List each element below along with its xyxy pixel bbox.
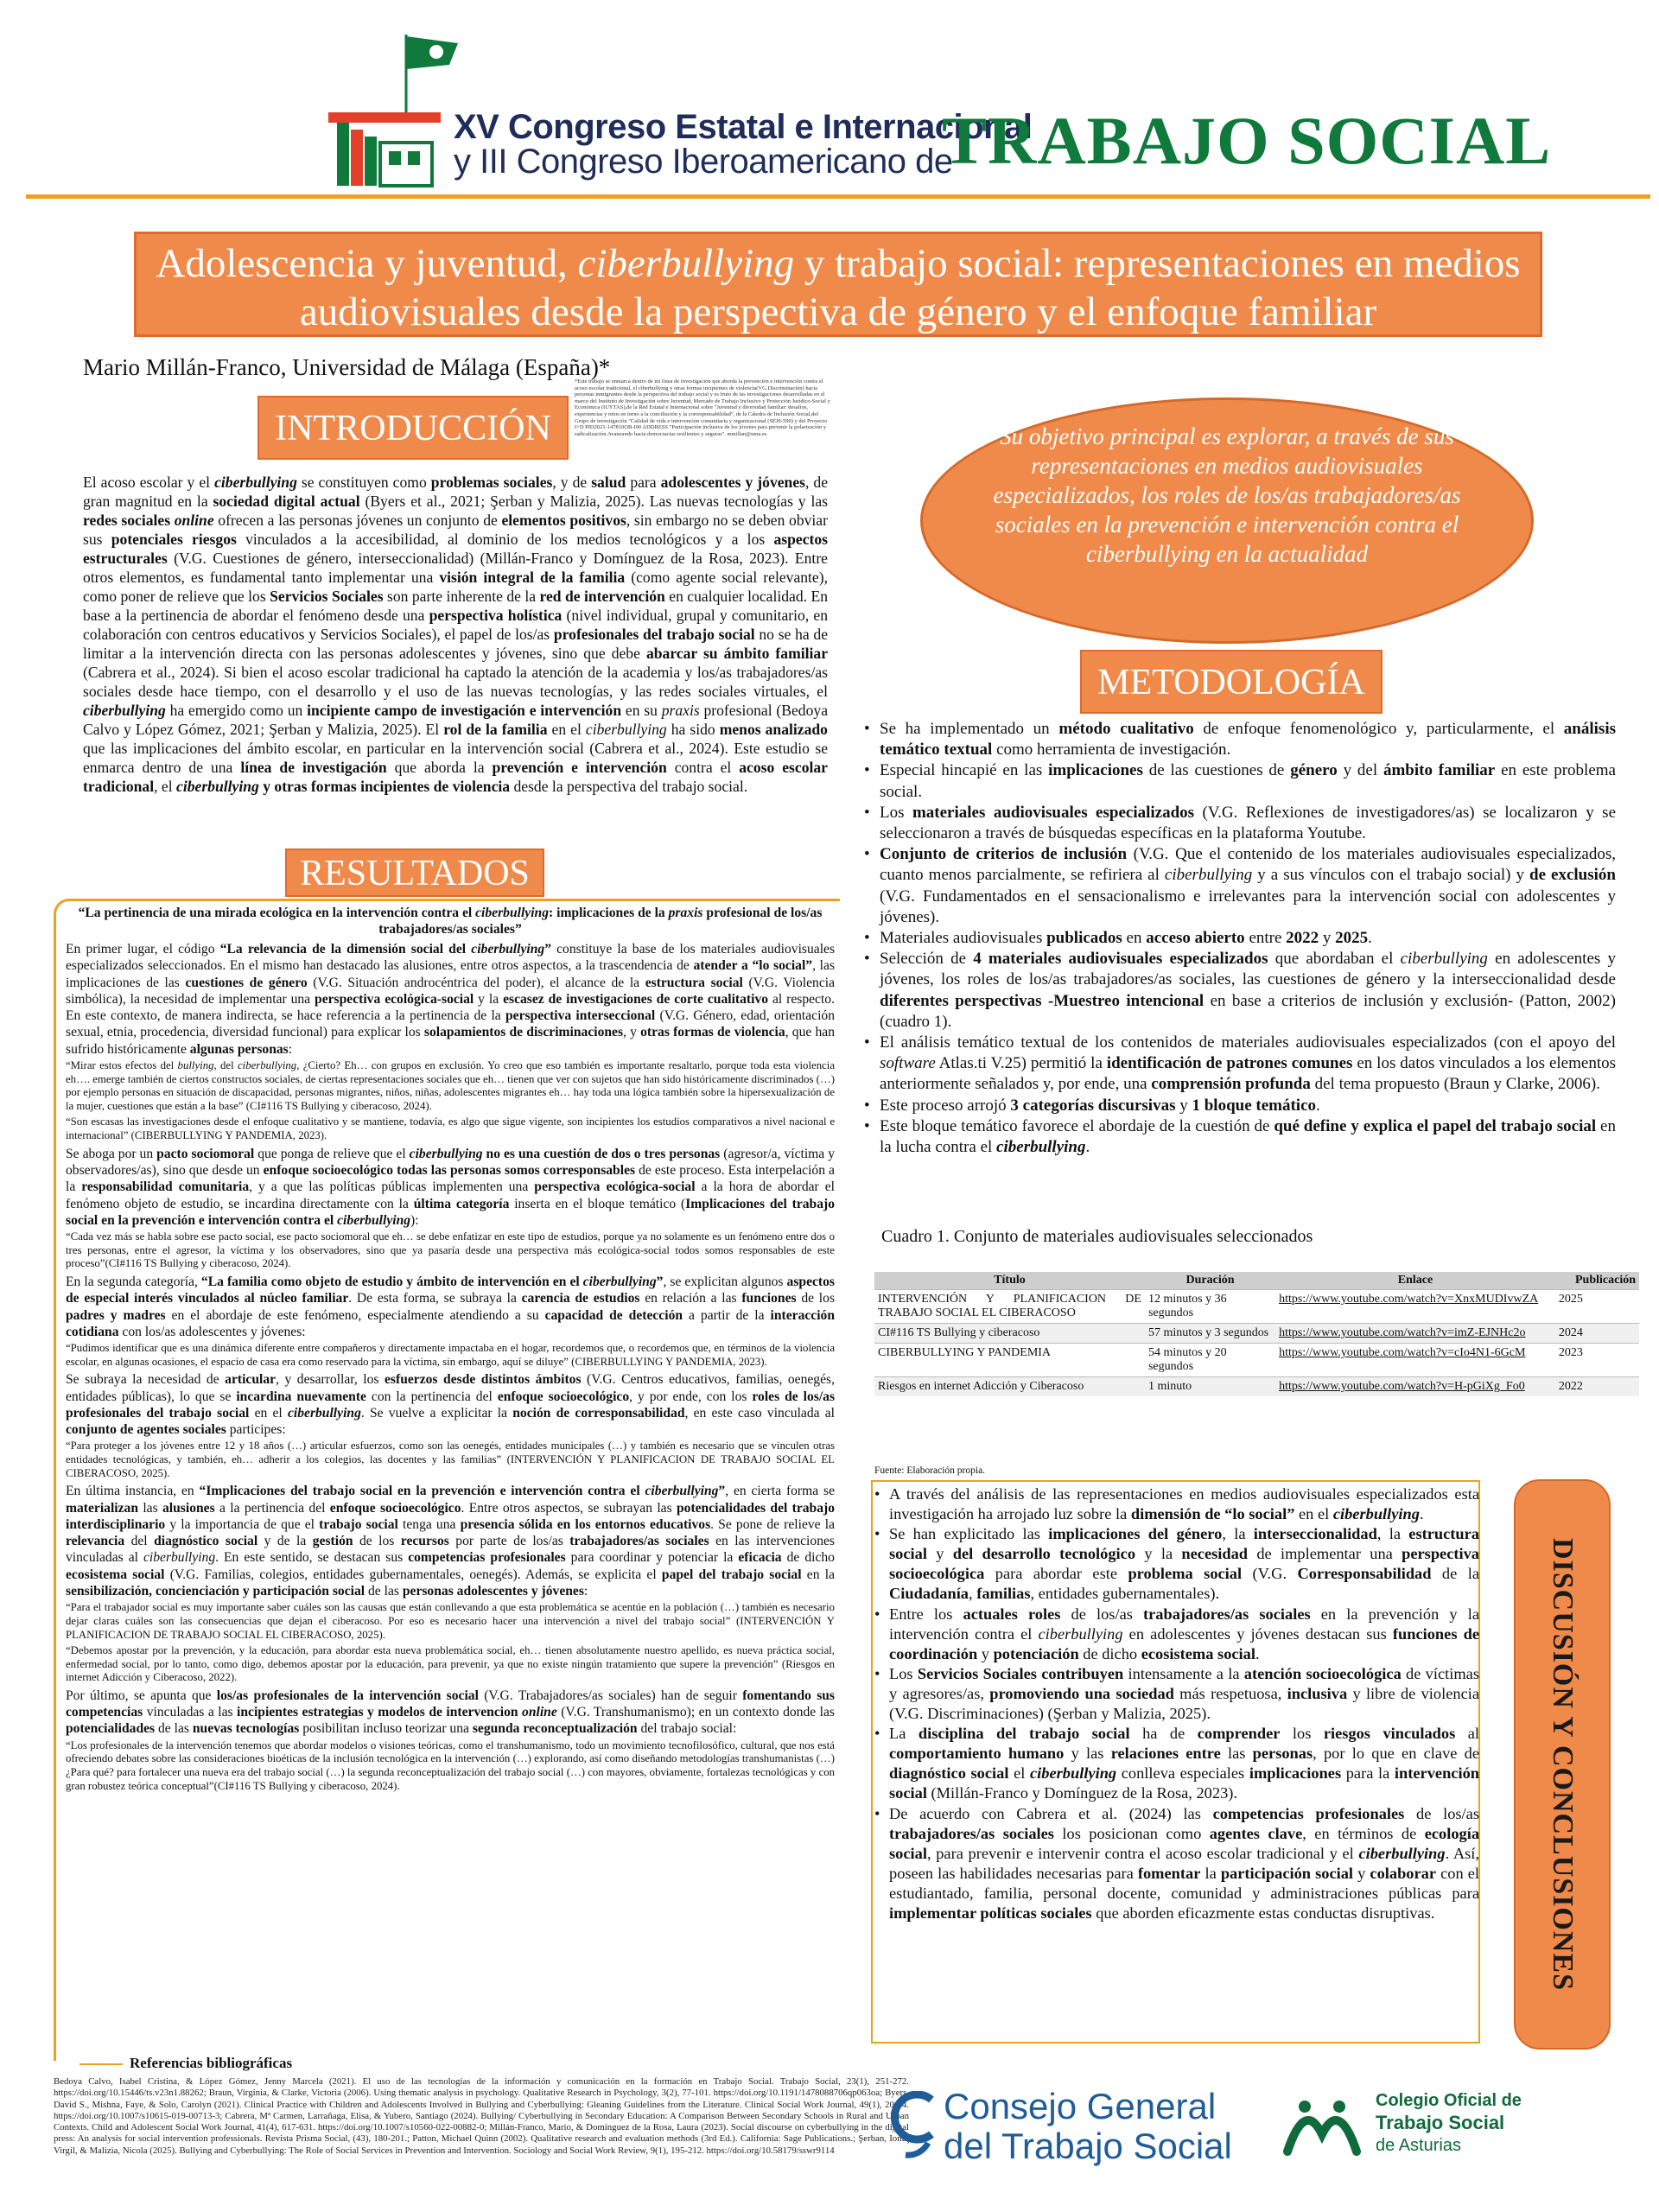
col-header: Publicación [1555,1272,1639,1290]
cell-duracion: 54 minutos y 20 segundos [1145,1344,1275,1377]
cots-name-line2: Trabajo Social [1376,2112,1505,2133]
references-text: Bedoya Calvo, Isabel Cristina, & López Gómez, Jenny Marcela (2021). El uso de las tecnologías de la información y comunicación en la formación en Trabajo Social. Trabajo Social, 23(1), 251-272. https://doi.org/10.15446/ts.v23n1.88262; Braun, Virginia, & Clarke, Victoria (2006). Using thematic analysis in psychology. Qualitative Research in Psychology, 3(2), 77-101. https://doi.org/10.1191/1478088706qp063oa; Byers, David S., Mishna, Faye, & Solo, Carolyn (2021). Clinical Practice with Children and Adolescents Involved in Bullying and Cyberbullying: Gleaning Guidelines from the Literature. Clinical Social Work Journal, 49(1), 20-34. https://doi.org/10.1007/s10615-019-00713-3; Cabrera, Mª Carmen, Larrañaga, Elisa, & Yubero, Santiago (2024). Bullying/ Cyberbullying in Secondary Education: A Comparison Between Secondary Schools in Rural and Urban Contexts. Child and Adolescent Social Work Journal, 41(4), 617-631. https://doi.org/10.1007/s10560-022-00882-0; Millán-Franco, Mario, & Domínguez de la Rosa, Laura (2023). Social discourse on cyberbullying in the digital press: An analysis for social intervention professionals. Revista Prisma Social, (43), 180-201.; Patton, Michael Quinn (2002). Qualitative research and evaluation methods (3rd Ed.). California: Sage Publications.; Şerban, Ionuţ Virgil, & Malizia, Nicola (2025). Bullying and Cyberbullying: The Role of Social Services in Prevention and Intervention. Sociology and Social Work Review, 9(1), 195-212. https://doi.org/10.58179/sswr9114 [54,2076,909,2156]
quote: “Para proteger a los jóvenes entre 12 y 18 años (…) articular esfuerzos, como son las oenegés, entidades municipales (…) y también es necesario que se vinculen otras entidades tecnológicas, y también, eh… adherir a los colegios, las docentes y las familias” (INTERVENCIÓN Y PLANIFICACION DE TRABAJO SOCIAL EL CIBERACOSO, 2025). [66,1440,835,1479]
video-link[interactable]: https://www.youtube.com/watch?v=imZ-EJNHc2o [1279,1326,1526,1339]
paragraph: Se aboga por un pacto sociomoral que ponga de relieve que el ciberbullying no es una cuestión de dos o tres personas (agresor/a, víctima y observadores/as), sino que desde un enfoque socioecológico todas las personas somos corresponsables de este proceso. Esta interpelación a la responsabilidad comunitaria, y a que las políticas públicas implementen una perspectiva ecológica-social a la hora de abordar el fenómeno objeto de estudio, se incardina directamente con la última categoría inserta en el bloque temático (Implicaciones del trabajo social en la prevención e intervención contra el ciberbullying): [66,1146,836,1228]
discusion-list [874,1484,1479,1923]
list-item: • Selección de 4 materiales audiovisuales especializados que abordaban el ciberbullying en adolescentes y jóvenes, los roles de los/as trabajadores/as sociales, las cuestiones de género y la interseccionalidad desde diferentes perspectivas -Muestreo intencional en base a criterios de inclusión y exclusión- (Patton, 2002) (cuadro 1). [864,949,1616,1033]
paragraph: En la segunda categoría, “La familia como objeto de estudio y ámbito de intervención en el ciberbullying”, se explicitan algunos aspectos de especial interés vinculados al núcleo familiar. De esta forma, se subraya la carencia de estudios en relación a las funciones de los padres y madres en el abordaje de este fenómeno, especialmente atendiendo a su capacidad de detección a partir de la interacción cotidiana con los/as adolescentes y jóvenes: [66,1274,836,1339]
quote: “Mirar estos efectos del bullying, del ciberbullying, ¿Cierto? Eh… con grupos en exclusión. Yo creo que eso también es importante resaltarlo, porque toda esta violencia eh…. emerge también de ciertos constructos sociales, de ciertas representaciones sociales que eh… tienen que ver con sujetos que han sido históricamente discriminados (…) por ejemplo personas en situación de discapacidad, personas migrantes, niños, niñas, adolescentes migrantes eh… hay toda una lógica también sobre la hipersexualización de la mujer, cuestiones que están a la base” (CI#116 TS Bullying y ciberacoso, 2024). [66,1059,836,1112]
title-part2: y trabajo social: representaciones en medios audiovisuales desde la perspectiva de género y el enfoque familiar [299,241,1521,334]
metodologia-heading: METODOLOGÍA [1080,650,1382,714]
cell-titulo: CI#116 TS Bullying y ciberacoso [874,1324,1145,1344]
list-item: • El análisis temático textual de los contenidos de materiales audiovisuales especializados (con el apoyo del software Atlas.ti V.25) permitió la identificación de patrones comunes en los datos vinculados a los elementos anteriormente señalados y, por ende, una comprensión profunda del tema propuesto (Braun y Clarke, 2006). [864,1033,1616,1096]
paragraph: En primer lugar, el código “La relevancia de la dimensión social del ciberbullying” constituye la base de los materiales audiovisuales especializados seleccionados. En el mismo han destacado las alusiones, entre otros aspectos, a la trascendencia de atender a “lo social”, las implicaciones de las cuestiones de género (V.G. Situación androcéntrica del poder), el alcance de la estructura social (V.G. Violencia simbólica), la necesidad de implementar una perspectiva ecológica-social y la escasez de investigaciones de corte cualitativo al respecto. En este contexto, de manera indirecta, se hace referencia a la pertinencia de la perspectiva interseccional (V.G. Género, edad, orientación sexual, etnia, procedencia, diversidad funcional) para explicar los solapamientos de discriminaciones, y otras formas de violencia, que han sufrido históricamente algunas personas: [66,942,836,1057]
quote: “Para el trabajador social es muy importante saber cuáles son las causas que están conllevando a que esta problemática se acentúe en la población (…) también es necesario dejar claras cuáles son las consecuencias que dejan el ciberacoso. Por eso es necesario hacer una intervención a nivel del trabajo social” (INTERVENCIÓN Y PLANIFICACION DE TRABAJO SOCIAL EL CIBERACOSO, 2025). [66,1601,835,1641]
list-item: • Los Servicios Sociales contribuyen intensamente a la atención socioecológica de víctimas y agresores/as, promoviendo una sociedad más respetuosa, inclusiva y libre de violencia (V.G. Discriminaciones) (Şerban y Malizia, 2025). [874,1664,1479,1724]
cell-duracion: 12 minutos y 36 segundos [1145,1290,1275,1324]
quote: “Los profesionales de la intervención tenemos que abordar modelos o visiones teóricas, como el transhumanismo, todo un movimiento tecnofilosófico, cultural, que nos está ofreciendo debates sobre las consideraciones bioéticas de la inclusión tecnológica en la intervención (…) explorando, así como diseñando metodologías transhumanistas (…) ¿Para qué? para fortalecer una nueva era del trabajo social (…) la segunda reconceptualización del trabajo social (…) con mayores, obviamente, fortalezas tecnológicas y con gran robustez teórica conceptual”(CI#116 TS Bullying y ciberacoso, 2024). [66,1738,835,1792]
list-item: • A través del análisis de las representaciones en medios audiovisuales especializados esta investigación ha arrojado luz sobre la dimensión de “lo social” en el ciberbullying. [874,1484,1479,1524]
discusion-heading: DISCUSIÓN Y CONCLUSIONES [1547,1537,1579,1992]
video-link[interactable]: https://www.youtube.com/watch?v=XnxMUDIvwZA [1279,1293,1539,1306]
title-italic: ciberbullying [577,241,795,286]
resultados-text [66,905,835,1796]
cell-publicacion: 2025 [1555,1290,1639,1324]
cgts-logo-icon [888,2091,940,2160]
table-row [874,1290,1639,1324]
cell-publicacion: 2024 [1555,1324,1639,1344]
cgts-name-line2: del Trabajo Social [944,2126,1232,2166]
col-header: Enlace [1275,1272,1555,1290]
cell-publicacion: 2022 [1555,1377,1639,1397]
cgts-name-line1: Consejo General [944,2086,1217,2126]
table-row [874,1324,1639,1344]
congress-logo [320,26,458,190]
list-item: • Entre los actuales roles de los/as trabajadores/as sociales en la prevención y la intervención contra el ciberbullying en adolescentes y jóvenes destacan sus funciones de coordinación y potenciación de dicho ecosistema social. [874,1605,1479,1664]
materials-table [874,1272,1639,1396]
introduccion-heading: INTRODUCCIÓN [257,396,569,460]
quote: “Son escasas las investigaciones desde el enfoque cualitativo y se mantiene, todavía, es algo que sigue vigente, son incipientes los estudios comparativos a nivel nacional e internacional” (CIBERBULLYING Y PANDEMIA, 2023). [66,1116,835,1142]
table-row [874,1344,1639,1377]
video-link[interactable]: https://www.youtube.com/watch?v=H-pGiXg_Fo0 [1279,1380,1525,1393]
congress-title-line1: XV Congreso Estatal e Internacional [454,108,1033,146]
list-item: • La disciplina del trabajo social ha de comprender los riesgos vinculados al comportamiento humano y las relaciones entre las personas, por lo que en clave de diagnóstico social el ciberbullying conlleva especiales implicaciones para la intervención social (Millán-Franco y Domínguez de la Rosa, 2023). [874,1724,1479,1803]
list-item: • Especial hincapié en las implicaciones de las cuestiones de género y del ámbito familiar en este problema social. [864,760,1616,802]
cell-titulo: Riesgos en internet Adicción y Ciberacoso [874,1377,1145,1397]
table-caption: Cuadro 1. Conjunto de materiales audiovisuales seleccionados [881,1227,1313,1246]
author-footnote: *Este trabajo se enmarca dentro de mi línea de investigación que aborda la prevención e intervención contra el acoso escolar tradicional, el ciberbullying y otras formas incipientes de violencia(VG.Discriminación) hacia personas inmigrantes desde la perspectiva del trabajo social y es fruto de las investigaciones desarrolladas en el marco del Instituto de Investigación sobre Juventud, Mercado de Trabajo Inclusivo y Protección Jurídico-Social y Económica (IUYTAS),de la Red Estatal e Internacional sobre "Juventud y diversidad familiar: desafíos, experiencias y retos en torno a la conciliación y la corresponsabilidad", de la Cátedra de Inclusión Social,del Grupo de investigación "Calidad de vida e intervención comunitaria y organizacional (SEJ0-590) y del Proyecto I+D PID2021-147810OB-I00 ADDRESS "Participación inclusiva de los jóvenes para prevenir la polarización y radicalización.Avanzando hacia democracias resilientes y seguras". mmillan@uma.es [575,378,830,437]
cots-name-line3: de Asturias [1376,2136,1461,2155]
poster-title [134,232,1542,337]
cell-publicacion: 2023 [1555,1344,1639,1377]
resultados-heading: RESULTADOS [285,849,544,897]
header-divider [26,194,1650,199]
metodologia-list [864,719,1616,1158]
list-item: • Materiales audiovisuales publicados en acceso abierto entre 2022 y 2025. [864,928,1616,949]
cell-titulo: CIBERBULLYING Y PANDEMIA [874,1344,1145,1377]
list-item: • Se ha implementado un método cualitativo de enfoque fenomenológico y, particularmente, el análisis temático textual como herramienta de investigación. [864,719,1616,760]
list-item: • Conjunto de criterios de inclusión (V.G. Que el contenido de los materiales audiovisuales especializados, cuanto menos parcialmente, se refiriera al ciberbullying y a sus vínculos con el trabajo social) y de exclusión (V.G. Fundamentados en el sensacionalismo e irrelevantes para la intervención social con adolescentes y jóvenes). [864,844,1616,928]
cell-duracion: 1 minuto [1145,1377,1275,1397]
objective-oval: Su objetivo principal es explorar, a través de sus representaciones en medios audiovisuales especializados, los roles de los/as trabajadores/as sociales en la prevención e intervención contra el ciberbullying en la actualidad [920,397,1534,644]
quote: “Pudimos identificar que es una dinámica diferente entre compañeros y directamente impactaba en el hogar, recordemos que, o recordemos que, en términos de la violencia escolar, en algunas ocasiones, el espacio de casa era como reservado para la víctima, sin embargo, aquí se diluye” (CIBERBULLYING Y PANDEMIA, 2023). [66,1342,835,1368]
list-item: • Este bloque temático favorece el abordaje de la cuestión de qué define y explica el papel del trabajo social en la lucha contra el ciberbullying. [864,1116,1616,1158]
quote: “Cada vez más se habla sobre ese pacto social, ese pacto sociomoral que eh… se debe enfatizar en este tipo de estudios, porque ya no solamente es un fenómeno entre dos o tres personas, entre el agresor, la víctima y los observadores, sino que ya pasaría desde una perspectiva más ecológica-social todos somos responsables de este proceso”(CI#116 TS Bullying y ciberacoso, 2024). [66,1230,835,1270]
introduccion-text: El acoso escolar y el ciberbullying se constituyen como problemas sociales, y de salud para adolescentes y jóvenes, de gran magnitud en la sociedad digital actual (Byers et al., 2021; Şerban y Malizia, 2025). Las nuevas tecnologías y las redes sociales online ofrecen a las personas jóvenes un conjunto de elementos positivos, sin embargo no se deben obviar sus potenciales riesgos vinculados a la accesibilidad, al dominio de los medios tecnológicos y a los aspectos estructurales (V.G. Cuestiones de género, interseccionalidad) (Millán-Franco y Domínguez de la Rosa, 2023). Entre otros elementos, es fundamental tanto implementar una visión integral de la familia (como agente social relevante), como poner de relieve que los Servicios Sociales son parte inherente de la red de intervención en cualquier localidad. En base a la pertinencia de abordar el fenómeno desde una perspectiva holística (nivel individual, grupal y comunitario, en colaboración con centros educativos y Servicios Sociales), el papel de los/as profesionales del trabajo social no se ha de limitar a la intervención directa con las personas adolescentes y jóvenes, sino que debe abarcar su ámbito familiar (Cabrera et al., 2024). Si bien el acoso escolar tradicional ha captado la atención de la academia y los/as trabajadores/as sociales desde hace tiempo, con el desarrollo y el uso de las nuevas tecnologías, y las redes sociales virtuales, el ciberbullying ha emergido como un incipiente campo de investigación e intervención en su praxis profesional (Bedoya Calvo y López Gómez, 2021; Şerban y Malizia, 2025). El rol de la familia en el ciberbullying ha sido menos analizado que las implicaciones del ámbito escolar, en particular en la intervención social (Cabrera et al., 2024). Este estudio se enmarca dentro de una línea de investigación que aborda la prevención e intervención contra el acoso escolar tradicional, el ciberbullying y otras formas incipientes de violencia desde la perspectiva del trabajo social. [83,474,829,795]
table-row [874,1377,1639,1397]
paragraph: Por último, se apunta que los/as profesionales de la intervención social (V.G. Trabajadores/as sociales) han de seguir fomentando sus competencias vinculadas a las incipientes estrategias y modelos de intervencion online (V.G. Transhumanismo); en un contexto donde las potencialidades de las nuevas tecnologías posibilitan incluso teorizar una segunda reconceptualización del trabajo social: [66,1688,836,1737]
table-source: Fuente: Elaboración propia. [874,1465,986,1476]
cots-logo-icon [1279,2082,1365,2169]
list-item: • De acuerdo con Cabrera et al. (2024) las competencias profesionales de los/as trabajadores/as sociales los posicionan como agentes clave, en términos de ecología social, para prevenir e intervenir contra el acoso escolar tradicional y el ciberbullying. Así, poseen las habilidades necesarias para fomentar la participación social y colaborar con el estudiantado, familia, personal docente, comunidad y administraciones públicas para implementar políticas sociales que aborden eficazmente estas conductas disruptivas. [874,1804,1479,1924]
author-line: Mario Millán-Franco, Universidad de Málaga (España)* [83,354,611,380]
congress-title-line2: y III Congreso Iberoamericano de [454,143,953,181]
discusion-heading-box [1514,1479,1611,2050]
cots-name-line1: Colegio Oficial de [1376,2091,1522,2110]
cell-duracion: 57 minutos y 3 segundos [1145,1324,1275,1344]
list-item: • Se han explicitado las implicaciones del género, la interseccionalidad, la estructura social y del desarrollo tecnológico y la necesidad de implementar una perspectiva socioecológica para abordar este problema social (V.G. Corresponsabilidad de la Ciudadanía, familias, entidades gubernamentales). [874,1524,1479,1604]
col-header: Duración [1145,1272,1275,1290]
title-part1: Adolescencia y juventud, [156,241,578,286]
references-heading: Referencias bibliográficas [130,2055,293,2071]
paragraph: Se subraya la necesidad de articular, y desarrollar, los esfuerzos desde distintos ámbitos (V.G. Centros educativos, familias, oenegés, entidades públicas), lo que se incardina nuevamente con la pertinencia del enfoque socioecológico, y por ende, con los roles de los/as profesionales del trabajo social en el ciberbullying. Se vuelve a explicitar la noción de corresponsabilidad, en este caso vinculada al conjunto de agentes sociales participes: [66,1372,836,1438]
resultados-subtitle: “La pertinencia de una mirada ecológica en la intervención contra el ciberbullying: implicaciones de la praxis profesional de los/as trabajadores/as sociales” [78,906,823,937]
video-link[interactable]: https://www.youtube.com/watch?v=cIo4N1-6GcM [1279,1346,1526,1359]
cell-titulo: INTERVENCIÓN Y PLANIFICACION DE TRABAJO SOCIAL EL CIBERACOSO [874,1290,1145,1324]
paragraph: En última instancia, en “Implicaciones del trabajo social en la prevención e intervención contra el ciberbullying”, en cierta forma se materializan las alusiones a la pertinencia del enfoque socioecológico. Entre otros aspectos, se subrayan las potencialidades del trabajo interdisciplinario y la importancia de que el trabajo social tenga una presencia sólida en los entornos educativos. Se pone de relieve la relevancia del diagnóstico social y de la gestión de los recursos por parte de los/as trabajadores/as sociales en las intervenciones vinculadas al ciberbullying. En este sentido, se destacan sus competencias profesionales para coordinar y potenciar la eficacia de dicho ecosistema social (V.G. Familias, colegios, entidades gubernamentales, oenegés). Además, se explicita el papel del trabajo social en la sensibilización, concienciación y participación social de las personas adolescentes y jóvenes: [66,1484,836,1599]
quote: “Debemos apostar por la prevención, y la educación, para abordar esta nueva problemática social, eh… tienen absolutamente nuestro apellido, es nueva práctica social, enfermedad social, por lo tanto, como digo, debemos apostar por la educación, para prevenir, ya que no existe ningún tratamiento que supere la prevención” (Riesgos en internet Adicción y Ciberacoso, 2022). [66,1644,835,1684]
list-item: • Este proceso arrojó 3 categorías discursivas y 1 bloque temático. [864,1096,1616,1116]
col-header: Título [874,1272,1145,1290]
trabajo-social-logo-text: TRABAJO SOCIAL [942,103,1552,178]
list-item: • Los materiales audiovisuales especializados (V.G. Reflexiones de investigadores/as) se localizaron y se seleccionaron a través de búsquedas específicas en la plataforma Youtube. [864,803,1616,844]
